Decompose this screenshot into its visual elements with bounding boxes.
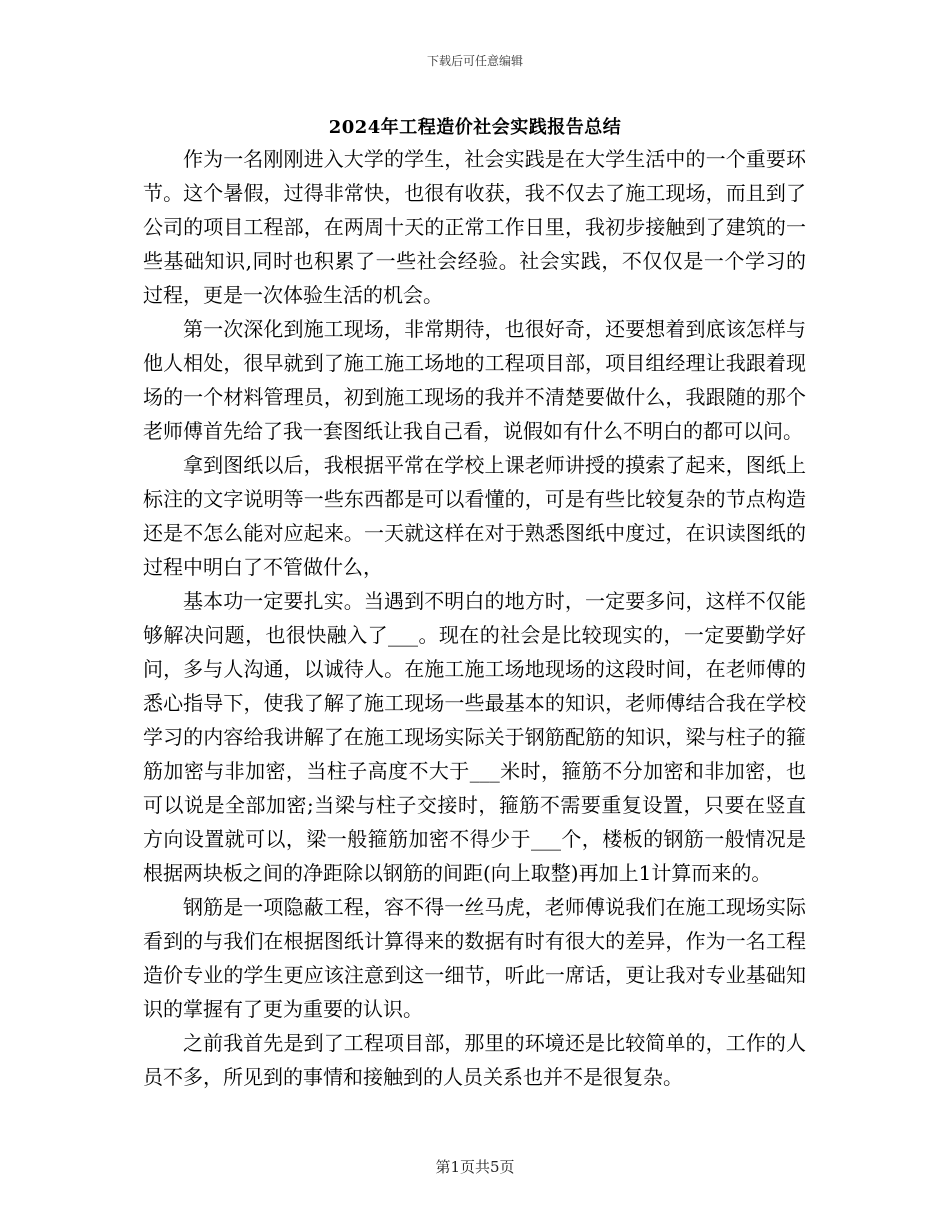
page-number: 第1页共5页 — [435, 1158, 515, 1176]
document-body — [143, 142, 806, 1094]
paragraph: 第一次深化到施工现场，非常期待，也很好奇，还要想着到底该怎样与他人相处，很早就到了施工施工场地的工程项目部，项目组经理让我跟着现场的一个材料管理员，初到施工现场的我并不清楚要做什么，我跟随的那个老师傅首先给了我一套图纸让我自己看，说假如有什么不明白的都可以问。 — [143, 317, 806, 443]
paragraph: 之前我首先是到了工程项目部，那里的环境还是比较简单的，工作的人员不多，所见到的事情和接触到的人员关系也并不是很复杂。 — [143, 1031, 806, 1089]
document-title: 2024年工程造价社会实践报告总结 — [328, 117, 622, 138]
paragraph: 基本功一定要扎实。当遇到不明白的地方时，一定要多问，这样不仅能够解决问题，也很快融入了___。现在的社会是比较现实的，一定要勤学好问，多与人沟通，以诚待人。在施工施工场地现场的这段时间，在老师傅的悉心指导下，使我了解了施工现场一些最基本的知识，老师傅结合我在学校学习的内容给我讲解了在施工现场实际关于钢筋配筋的知识，梁与柱子的箍筋加密与非加密，当柱子高度不大于___米时，箍筋不分加密和非加密，也可以说是全部加密;当梁与柱子交接时，箍筋不需要重复设置，只要在竖直方向设置就可以，梁一般箍筋加密不得少于___个，楼板的钢筋一般情况是根据两块板之间的净距除以钢筋的间距(向上取整)再加上1计算而来的。 — [143, 589, 806, 885]
paragraph: 作为一名刚刚进入大学的学生，社会实践是在大学生活中的一个重要环节。这个暑假，过得非常快，也很有收获，我不仅去了施工现场，而且到了公司的项目工程部，在两周十天的正常工作日里，我初步接触到了建筑的一些基础知识,同时也积累了一些社会经验。社会实践，不仅仅是一个学习的过程，更是一次体验生活的机会。 — [143, 147, 806, 307]
page-header: 下载后可任意编辑 — [426, 54, 523, 68]
paragraph: 拿到图纸以后，我根据平常在学校上课老师讲授的摸索了起来，图纸上标注的文字说明等一些东西都是可以看懂的，可是有些比较复杂的节点构造还是不怎么能对应起来。一天就这样在对于熟悉图纸中度过，在识读图纸的过程中明白了不管做什么， — [143, 453, 806, 579]
paragraph: 钢筋是一项隐蔽工程，容不得一丝马虎，老师傅说我们在施工现场实际看到的与我们在根据图纸计算得来的数据有时有很大的差异，作为一名工程造价专业的学生更应该注意到这一细节，听此一席话，更让我对专业基础知识的掌握有了更为重要的认识。 — [143, 895, 806, 1021]
